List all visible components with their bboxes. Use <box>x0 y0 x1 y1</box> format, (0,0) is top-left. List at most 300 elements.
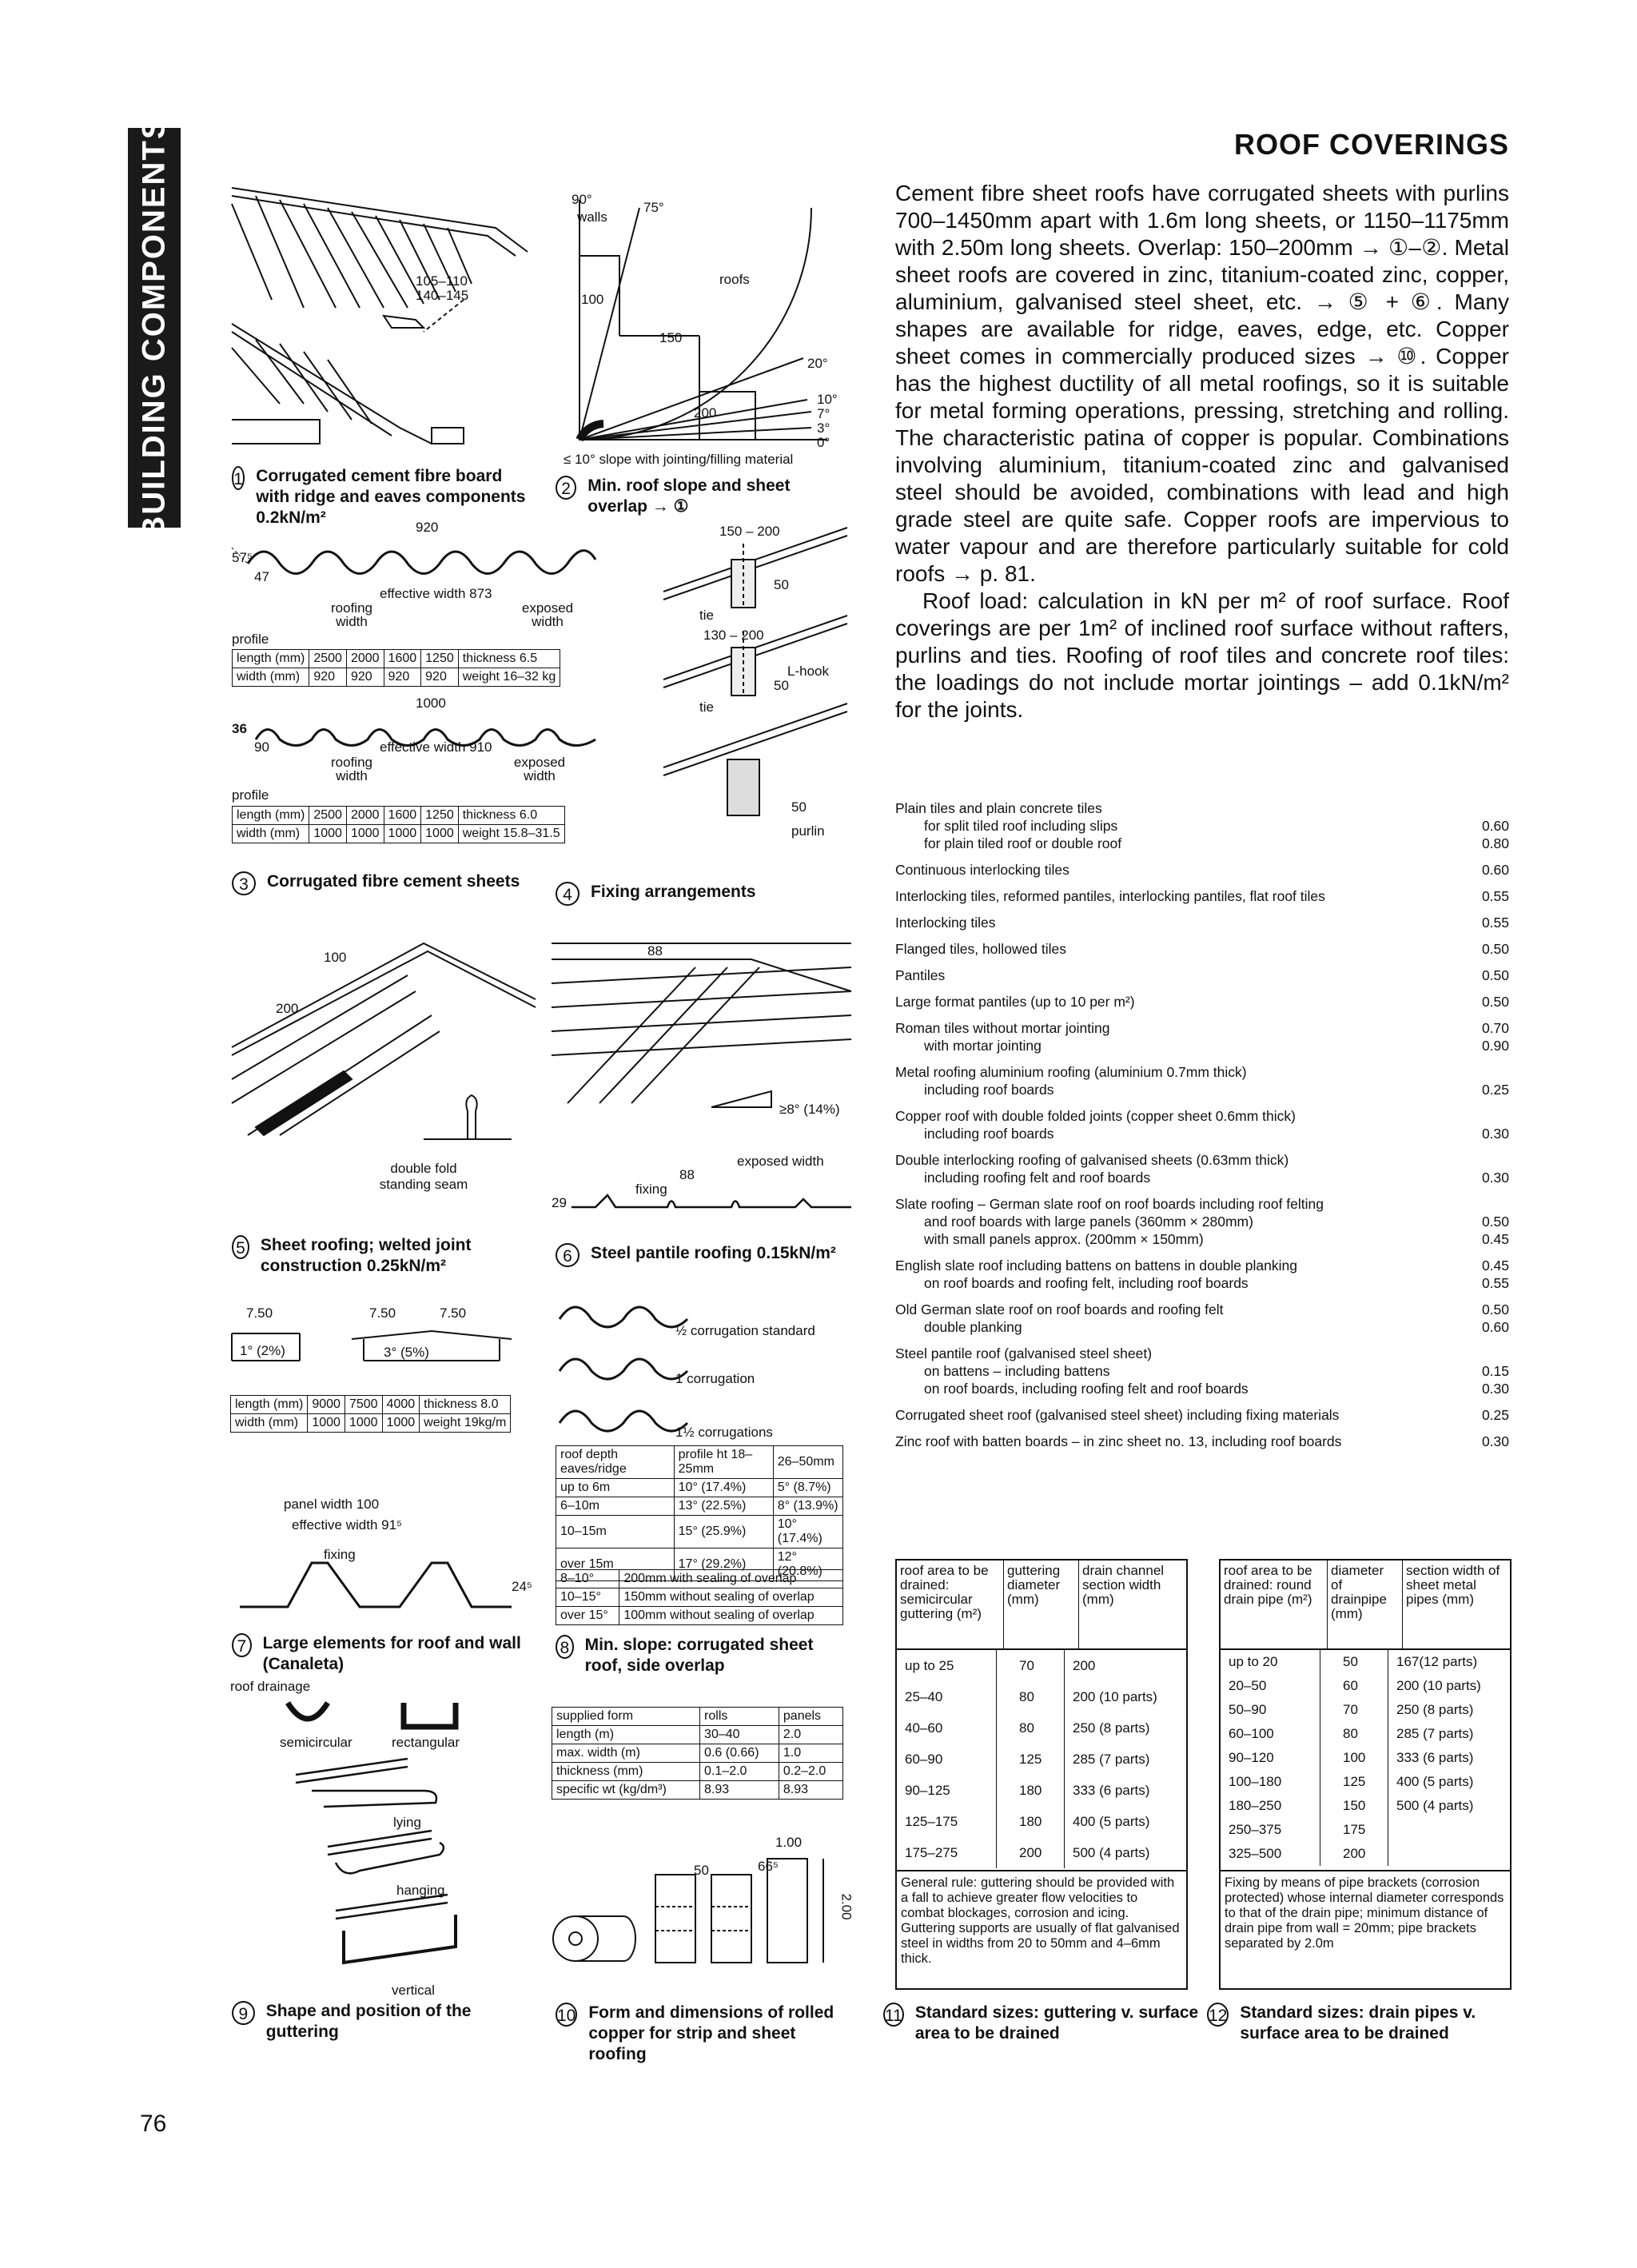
figure-8-overlap-profiles <box>560 1295 719 1431</box>
load-value <box>1461 1107 1509 1125</box>
figure-4-caption <box>556 882 851 906</box>
load-group <box>895 1019 1509 1054</box>
load-value: 0.25 <box>1481 1082 1509 1098</box>
table-cell: 80 <box>1320 1722 1388 1746</box>
load-value: 0.30 <box>1481 1381 1509 1397</box>
table-cell: 200 (10 parts) <box>1073 1689 1157 1704</box>
load-value: 0.55 <box>1481 888 1509 904</box>
load-row <box>895 1107 1509 1125</box>
load-group <box>895 993 1509 1010</box>
load-row <box>895 1063 1509 1081</box>
exposed-width-label: exposed width <box>521 600 574 629</box>
table-cell: rolls <box>700 1708 779 1726</box>
figure-caption-text: Sheet roofing; welted joint construction 0.25kN/m² <box>260 1236 472 1275</box>
table-row <box>1221 1746 1510 1770</box>
exposed-width-label: exposed width <box>737 1154 824 1169</box>
dimension-label: 7.50 <box>369 1305 396 1321</box>
table-cell: 200 <box>997 1837 1065 1868</box>
figure-caption-text: Standard sizes: guttering v. surface area to be drained <box>914 2003 1199 2043</box>
table-cell: 8° (13.9%) <box>773 1497 842 1516</box>
tie-label: tie <box>699 608 714 623</box>
load-value: 0.70 <box>1481 1020 1509 1036</box>
table-cell: 125 <box>997 1744 1065 1775</box>
figure-2-caption <box>556 476 851 517</box>
table-row <box>897 1712 1186 1744</box>
table-cell: 150 <box>1320 1794 1388 1818</box>
figure-caption-text: Standard sizes: drain pipes v. surface area to be drained <box>1240 2003 1476 2043</box>
load-row <box>895 1380 1509 1397</box>
table-cell: 500 (4 parts) <box>1073 1845 1150 1860</box>
figure-number: 9 <box>232 2001 255 2025</box>
load-row <box>895 1345 1509 1362</box>
table-header: drain channel section width (mm) <box>1082 1563 1165 1607</box>
table-cell: 90–125 <box>897 1775 997 1806</box>
dimension-label: 50 <box>774 577 789 592</box>
load-value: 0.50 <box>1481 941 1509 957</box>
load-value: 0.30 <box>1481 1433 1509 1449</box>
vertical-label: vertical <box>392 1983 435 1998</box>
figure-5-seam-drawing <box>232 927 536 1151</box>
table-cell: 200 <box>1320 1842 1388 1866</box>
load-row <box>895 1362 1509 1380</box>
load-group <box>895 799 1509 852</box>
table-header: roof area to be drained: round drain pipe (m²) <box>1221 1560 1328 1648</box>
dimension-label: 88 <box>679 1167 695 1182</box>
load-value: 0.55 <box>1481 1275 1509 1291</box>
min-slope-table <box>556 1445 843 1581</box>
load-label: including roofing felt and roof boards <box>924 1170 1151 1186</box>
load-label: with mortar jointing <box>924 1038 1042 1054</box>
table-cell: 1000 <box>308 1414 345 1433</box>
page-number: 76 <box>140 2111 167 2137</box>
table-row <box>1221 1818 1510 1842</box>
table-cell: 0.6 (0.66) <box>700 1744 779 1763</box>
load-value: 0.80 <box>1481 835 1509 851</box>
load-value: 0.60 <box>1481 1319 1509 1335</box>
table-header: diameter of drainpipe (mm) <box>1328 1560 1403 1648</box>
body-paragraph: Roof load: calculation in kN per m² of roof surface. Roof coverings are per 1m² of inclined roof surface without rafters, purlins and ties. Roofing of roof tiles and concrete roof tiles: the loadings do not include mortar jointings – add 0.1kN/m² for the joints. <box>895 588 1509 722</box>
table-cell <box>1388 1818 1510 1842</box>
load-label: on roof boards, including roofing felt and roof boards <box>924 1381 1249 1397</box>
figure-caption-text: Form and dimensions of rolled copper for strip and sheet roofing <box>588 2003 834 2063</box>
table-cell: 2500 <box>309 807 347 825</box>
load-group <box>895 1406 1509 1424</box>
load-label: Steel pantile roof (galvanised steel sheet) <box>895 1345 1153 1361</box>
table-header: 26–50mm <box>773 1446 842 1479</box>
load-value: 0.15 <box>1481 1363 1509 1379</box>
table-cell: length (m) <box>552 1726 700 1744</box>
load-row <box>895 861 1509 879</box>
load-label: and roof boards with large panels (360mm × 280mm) <box>924 1214 1253 1230</box>
figure-10-caption <box>556 2003 851 2065</box>
table-cell: 400 (5 parts) <box>1396 1774 1474 1789</box>
table-cell: weight 19kg/m <box>420 1414 511 1433</box>
angle-label: 0° <box>817 435 830 450</box>
figure-number: 1 <box>232 466 245 490</box>
load-label: on battens – including battens <box>924 1363 1110 1379</box>
table-cell: 0.2–2.0 <box>779 1763 842 1781</box>
table-cell: 10–15m <box>556 1516 675 1549</box>
load-value: 0.50 <box>1481 967 1509 983</box>
figure-7-caption <box>232 1633 536 1675</box>
load-row <box>895 1301 1509 1318</box>
table-cell: 20–50 <box>1221 1674 1320 1698</box>
load-value: 0.30 <box>1481 1126 1509 1142</box>
angle-label: 75° <box>643 200 664 215</box>
load-label: Metal roofing aluminium roofing (aluminium 0.7mm thick) <box>895 1064 1247 1080</box>
table-cell: length (mm) <box>233 807 309 825</box>
table-row <box>1221 1722 1510 1746</box>
table-cell: 10° (17.4%) <box>674 1479 773 1497</box>
figure-caption-text: Min. slope: corrugated sheet roof, side overlap <box>584 1636 814 1675</box>
profile-height-label: 36 <box>232 721 247 736</box>
table-cell: 40–60 <box>897 1712 997 1744</box>
table-cell: 0.1–2.0 <box>700 1763 779 1781</box>
table-cell: 90–120 <box>1221 1746 1320 1770</box>
angle-label: 20° <box>807 356 828 371</box>
figure-12-caption <box>1207 2003 1519 2044</box>
figure-9-caption <box>232 2001 536 2043</box>
load-group <box>895 1195 1509 1248</box>
slope-label: 3° (5%) <box>384 1345 429 1360</box>
dimension-label: 88 <box>647 943 663 959</box>
canaleta-table <box>230 1395 511 1433</box>
table-row <box>1221 1842 1510 1866</box>
table-cell: 167(12 parts) <box>1396 1654 1478 1669</box>
load-value: 0.45 <box>1481 1258 1509 1274</box>
load-row <box>895 887 1509 905</box>
figure-number: 7 <box>232 1633 252 1657</box>
figure-caption-text: Corrugated cement fibre board with ridge and eaves components 0.2kN/m² <box>256 467 526 527</box>
load-row <box>895 1169 1509 1186</box>
dimension-label: 100 <box>324 950 347 965</box>
load-value: 0.50 <box>1481 1301 1509 1317</box>
table-cell: 125 <box>1320 1770 1388 1794</box>
table-cell: 2.0 <box>779 1726 842 1744</box>
table-cell: 250–375 <box>1221 1818 1320 1842</box>
table-cell: thickness 6.0 <box>458 807 564 825</box>
slope-label: 1° (2%) <box>240 1343 285 1358</box>
table-row <box>1221 1674 1510 1698</box>
table-cell: 60–90 <box>897 1744 997 1775</box>
load-row <box>895 1274 1509 1292</box>
table-row <box>897 1775 1186 1806</box>
table-cell: weight 15.8–31.5 <box>458 825 564 843</box>
overlap-table <box>556 1569 843 1625</box>
table-cell: 17° (29.2%) <box>674 1549 773 1581</box>
angle-label: 7° <box>817 406 830 421</box>
figure-number: 4 <box>556 882 580 906</box>
load-label: Slate roofing – German slate roof on roof boards including roof felting <box>895 1196 1324 1212</box>
profile-1-table <box>232 649 560 687</box>
table-cell: 1000 <box>421 825 459 843</box>
load-row <box>895 914 1509 931</box>
load-label: Double interlocking roofing of galvanised sheets (0.63mm thick) <box>895 1152 1289 1168</box>
load-label: Corrugated sheet roof (galvanised steel sheet) including fixing materials <box>895 1407 1340 1423</box>
table-row <box>1221 1770 1510 1794</box>
drainpipe-note: Fixing by means of pipe brackets (corrosion protected) whose internal diameter corresponds to that of the drain pipe; minimum distance of drain pipe from wall = 20mm; pipe brackets separated by 2.0m <box>1225 1875 1504 1951</box>
load-label: on roof boards and roofing felt, including roof boards <box>924 1275 1249 1291</box>
table-cell: width (mm) <box>231 1414 308 1433</box>
dimension-label: 200 <box>276 1001 299 1016</box>
table-cell: 325–500 <box>1221 1842 1320 1866</box>
table-cell: 175 <box>1320 1818 1388 1842</box>
panel-width-label: panel width 100 <box>284 1497 380 1512</box>
table-cell: 333 (6 parts) <box>1073 1783 1150 1798</box>
dimension-label: 66⁵ <box>758 1859 779 1874</box>
dimension-label: 50 <box>791 799 807 815</box>
table-header: profile ht 18–25mm <box>674 1446 773 1479</box>
load-label: Plain tiles and plain concrete tiles <box>895 800 1102 816</box>
roofing-width-label: roofing width <box>331 755 372 783</box>
load-group <box>895 1301 1509 1336</box>
table-cell: 333 (6 parts) <box>1396 1750 1474 1765</box>
purlin-label: purlin <box>791 823 825 839</box>
table-cell: 1000 <box>309 825 347 843</box>
load-label: for split tiled roof including slips <box>924 818 1118 834</box>
table-cell: 920 <box>346 668 384 687</box>
table-row <box>1221 1794 1510 1818</box>
figure-11-caption <box>883 2003 1203 2044</box>
height-label: 24⁵ <box>512 1579 532 1594</box>
dimension-label: 200 <box>694 405 717 421</box>
table-cell: 70 <box>997 1650 1065 1681</box>
load-row <box>895 835 1509 852</box>
seam-label: double fold standing seam <box>379 1161 468 1192</box>
table-cell: 285 (7 parts) <box>1073 1752 1150 1767</box>
load-value: 0.90 <box>1481 1038 1509 1054</box>
table-cell: 1000 <box>384 825 421 843</box>
table-cell: 920 <box>384 668 421 687</box>
profile-width-label: 1000 <box>416 696 446 711</box>
figure-caption-text: Fixing arrangements <box>591 883 756 901</box>
table-cell: thickness 6.5 <box>458 650 560 668</box>
load-row <box>895 967 1509 984</box>
hanging-label: hanging <box>396 1883 445 1898</box>
figure-caption-text: Large elements for roof and wall (Canaleta) <box>262 1634 521 1673</box>
fixing-label: fixing <box>324 1547 356 1562</box>
table-cell: up to 25 <box>897 1650 997 1681</box>
roof-load-list <box>895 799 1509 1459</box>
load-label: with small panels approx. (200mm × 150mm) <box>924 1231 1204 1247</box>
figure-caption-text: Shape and position of the guttering <box>265 2002 472 2041</box>
load-label: Pantiles <box>895 967 946 983</box>
load-group <box>895 914 1509 931</box>
table-cell: 200 <box>1073 1658 1096 1673</box>
dimension-label: 100 <box>581 292 604 307</box>
section-sidebar-tab <box>128 116 181 540</box>
load-group <box>895 1345 1509 1397</box>
section-sidebar-label: BUILDING COMPONENTS <box>136 116 172 540</box>
figure-6-caption <box>556 1243 851 1267</box>
dimension-label: 150 – 200 <box>719 524 780 539</box>
load-value <box>1461 1063 1509 1081</box>
load-row <box>895 1318 1509 1336</box>
figure-number: 12 <box>1207 2003 1229 2027</box>
table-cell: 100mm without sealing of overlap <box>619 1607 843 1625</box>
figure-11-rows <box>897 1650 1186 1871</box>
load-value: 0.60 <box>1481 818 1509 834</box>
table-cell: up to 20 <box>1221 1650 1320 1674</box>
figure-caption-text: Min. roof slope and sheet overlap → ① <box>587 476 791 516</box>
profile-label: profile <box>232 632 269 647</box>
load-label: Large format pantiles (up to 10 per m²) <box>895 994 1135 1010</box>
table-cell: 60–100 <box>1221 1722 1320 1746</box>
table-cell: 400 (5 parts) <box>1073 1814 1150 1829</box>
table-cell: 4000 <box>382 1396 420 1414</box>
table-row <box>897 1681 1186 1712</box>
table-cell: 60 <box>1320 1674 1388 1698</box>
guttering-note: General rule: guttering should be provided with a fall to achieve greater flow velocities to combat blockages, corrosion and icing. Guttering supports are usually of flat galvanised steel in widths from 20 to 50mm and 4–6mm thick. <box>901 1875 1180 1966</box>
load-row <box>895 799 1509 817</box>
slope-note: ≤ 10° slope with jointing/filling material <box>564 452 794 467</box>
figure-caption-text: Corrugated fibre cement sheets <box>267 872 520 891</box>
table-cell: 1000 <box>346 825 384 843</box>
profile-label: profile <box>232 787 269 803</box>
profile-width-label: 920 <box>416 520 439 535</box>
load-row <box>895 1406 1509 1424</box>
figure-caption-text: Steel pantile roofing 0.15kN/m² <box>591 1244 836 1262</box>
pantile-profile <box>572 1191 851 1211</box>
table-cell: 15° (25.9%) <box>674 1516 773 1549</box>
load-label: Interlocking tiles <box>895 915 996 931</box>
table-cell: 10° (17.4%) <box>773 1516 842 1549</box>
table-cell: supplied form <box>552 1708 700 1726</box>
table-cell: 180–250 <box>1221 1794 1320 1818</box>
load-value: 0.45 <box>1481 1231 1509 1247</box>
table-header: guttering diameter (mm) <box>1004 1560 1079 1648</box>
table-cell: 2000 <box>346 807 384 825</box>
table-cell: weight 16–32 kg <box>458 668 560 687</box>
table-cell: 12° (20.8%) <box>773 1549 842 1581</box>
table-cell: 920 <box>309 668 347 687</box>
figure-5-caption <box>232 1235 536 1277</box>
table-cell <box>1388 1842 1510 1866</box>
table-cell: 100–180 <box>1221 1770 1320 1794</box>
figure-number: 2 <box>556 476 576 500</box>
table-cell: over 15° <box>556 1607 619 1625</box>
load-label: Continuous interlocking tiles <box>895 862 1069 878</box>
angle-label: 90° <box>572 192 592 207</box>
angle-label: 3° <box>817 421 830 436</box>
load-value: 0.50 <box>1481 1214 1509 1230</box>
figure-1-dimensions <box>416 274 468 303</box>
load-label: Copper roof with double folded joints (copper sheet 0.6mm thick) <box>895 1108 1296 1124</box>
table-row <box>897 1806 1186 1837</box>
table-cell: 8.93 <box>700 1781 779 1800</box>
table-cell: 100 <box>1320 1746 1388 1770</box>
table-cell: 1600 <box>384 807 421 825</box>
table-cell: width (mm) <box>233 668 309 687</box>
dimension-label: 150 <box>659 330 683 345</box>
table-cell: 8.93 <box>779 1781 842 1800</box>
load-row <box>895 1081 1509 1098</box>
load-group <box>895 967 1509 984</box>
exposed-width-label: exposed width <box>513 755 566 783</box>
table-cell: 2500 <box>309 650 347 668</box>
table-cell: over 15m <box>556 1549 675 1581</box>
table-cell: 80 <box>997 1712 1065 1744</box>
slope-label: ≥8° (14%) <box>779 1102 840 1117</box>
roofs-label: roofs <box>719 272 750 287</box>
table-cell: 30–40 <box>700 1726 779 1744</box>
page-title: ROOF COVERINGS <box>1233 128 1509 161</box>
figure-number: 3 <box>232 871 256 895</box>
gutter-shape-icons <box>284 1699 468 1731</box>
profile-height-label: 57⁵ <box>232 550 253 565</box>
table-cell: 1250 <box>421 807 459 825</box>
figure-number: 6 <box>556 1243 580 1267</box>
table-cell: 2000 <box>346 650 384 668</box>
load-value <box>1461 799 1509 817</box>
load-label: including roof boards <box>924 1126 1054 1142</box>
corrugation-label: 1½ corrugations <box>675 1425 773 1440</box>
table-cell: 5° (8.7%) <box>773 1479 842 1497</box>
table-cell: length (mm) <box>233 650 309 668</box>
table-cell: specific wt (kg/dm³) <box>552 1781 700 1800</box>
table-row <box>897 1744 1186 1775</box>
load-group <box>895 1063 1509 1098</box>
dimension-label: 130 – 200 <box>703 628 764 643</box>
dimension-label: 1.00 <box>775 1835 803 1850</box>
table-cell: 50–90 <box>1221 1698 1320 1722</box>
figure-12-table-box <box>1219 1559 1512 1990</box>
load-row <box>895 1151 1509 1169</box>
load-label: English slate roof including battens on battens in double planking <box>895 1258 1297 1274</box>
table-cell: 1250 <box>421 650 459 668</box>
load-label: Interlocking tiles, reformed pantiles, interlocking pantiles, flat roof tiles <box>895 888 1325 904</box>
profile-2-table <box>232 806 565 843</box>
load-row <box>895 1195 1509 1213</box>
load-row <box>895 1257 1509 1274</box>
table-cell: 285 (7 parts) <box>1396 1726 1474 1741</box>
figure-3-caption <box>232 871 536 895</box>
figure-8-caption <box>556 1635 851 1676</box>
table-cell: thickness (mm) <box>552 1763 700 1781</box>
load-group <box>895 1257 1509 1292</box>
dimension-label: 105–110 <box>416 273 468 289</box>
table-cell: 1.0 <box>779 1744 842 1763</box>
dimension-label: 50 <box>774 678 789 693</box>
fixing-label: fixing <box>635 1182 667 1197</box>
semicircular-label: semicircular <box>280 1735 352 1750</box>
load-value: 0.25 <box>1481 1407 1509 1423</box>
dimension-label: 140–145 <box>416 288 469 303</box>
table-cell: 200mm with sealing of overlap <box>619 1570 843 1588</box>
table-cell: 7500 <box>345 1396 382 1414</box>
figure-1-caption <box>232 466 536 528</box>
load-value: 0.55 <box>1481 915 1509 931</box>
table-cell: 200 (10 parts) <box>1396 1678 1481 1693</box>
table-cell: 500 (4 parts) <box>1396 1798 1474 1813</box>
load-label: Roman tiles without mortar jointing <box>895 1020 1110 1036</box>
canaleta-profile <box>240 1559 512 1619</box>
load-group <box>895 940 1509 958</box>
load-value <box>1461 1151 1509 1169</box>
corrugation-label: ½ corrugation standard <box>675 1323 815 1338</box>
table-cell: 1000 <box>382 1414 420 1433</box>
load-value <box>1461 1345 1509 1362</box>
table-cell: thickness 8.0 <box>420 1396 511 1414</box>
load-label: including roof boards <box>924 1082 1054 1098</box>
load-group <box>895 887 1509 905</box>
load-label: Zinc roof with batten boards – in zinc sheet no. 13, including roof boards <box>895 1433 1342 1449</box>
load-label: double planking <box>924 1319 1022 1335</box>
dimension-label: 29 <box>552 1195 567 1210</box>
table-cell: 10–15° <box>556 1588 619 1607</box>
table-cell: 250 (8 parts) <box>1073 1720 1150 1736</box>
table-cell: 80 <box>997 1681 1065 1712</box>
